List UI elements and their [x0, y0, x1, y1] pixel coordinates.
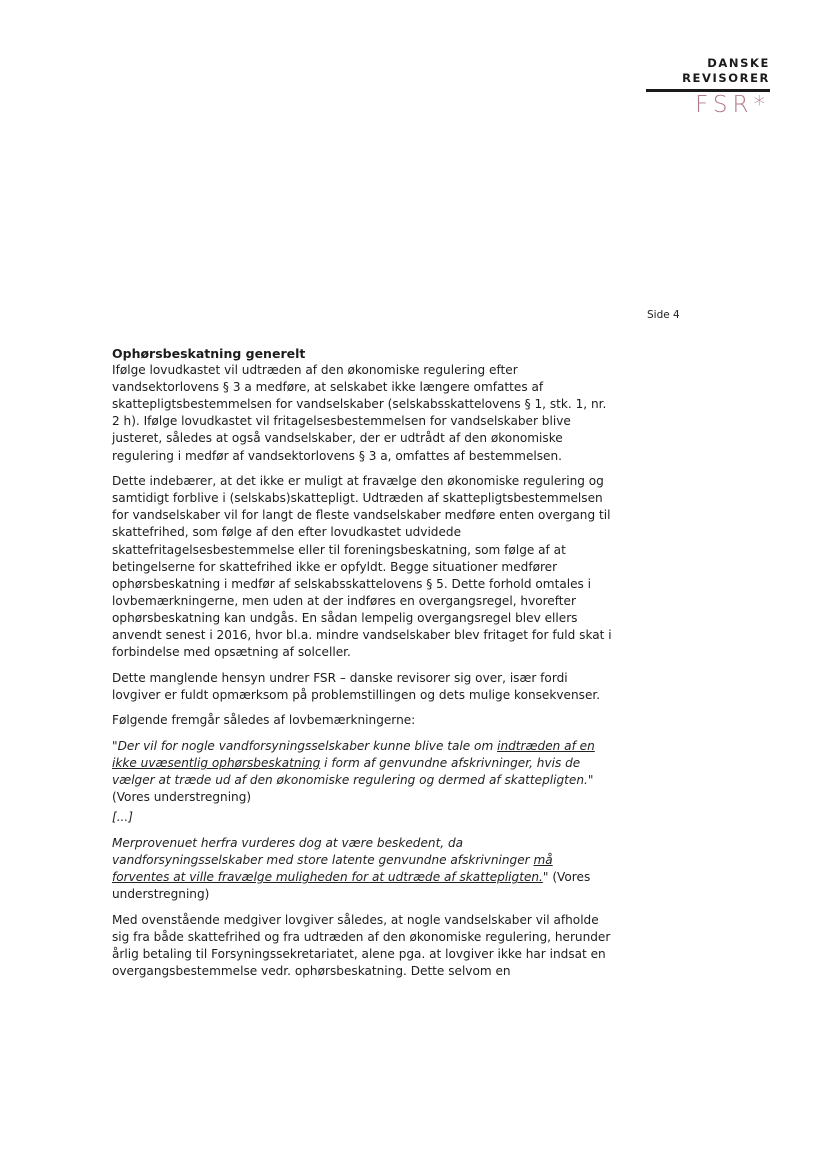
quote-2-tail: ": [542, 870, 549, 885]
fsr-logo: [640, 56, 776, 126]
document-body: [112, 345, 612, 989]
quote-1-text: "Der vil for nogle vandforsyningsselskaber kunne blive tale om: [112, 738, 498, 753]
quote-2-text: Merprovenuet herfra vurderes dog at være beskedent, da vandforsyningsselskaber med store latente genvundne afskrivninger: [112, 835, 534, 868]
quote-1-note: (Vores understregning): [112, 790, 252, 805]
quote-block-1: [112, 738, 612, 806]
quote-2-note: (Vores understregning): [112, 870, 591, 902]
paragraph-2: Dette indebærer, at det ikke er muligt at fravælge den økonomiske regulering og samtidigt forblive i (selskabs)skattepligt. Udtræden af skattepligtsbestemmelsen for vandselskaber vil for langt de fleste vandselskaber medføre enten overgang til skattefrihed, som følge af den efter lovudkastet udvidede skattefritagelsesbestemmelse eller til foreningsbeskatning, som følge af at betingelserne for skattefrihed ikke er opfyldt. Begge situationer medfører ophørsbeskatning i medfør af selskabsskattelovens § 5. Dette forhold omtales i lovbemærkningerne, men uden at der indføres en overgangsregel, hvorefter ophørsbeskatning kan undgås. En sådan lempelig overgangsregel blev ellers anvendt senest i 2016, hvor bl.a. mindre vandselskaber blev fritaget for fuld skat i forbindelse med opsætning af solceller.: [112, 474, 612, 660]
logo-line-danske: DANSKE: [707, 56, 770, 70]
quote-2-underlined: må forventes at ville fravælge muligheden for at udtræde af skattepligten.: [112, 853, 553, 885]
closing-paragraph: Med ovenstående medgiver lovgiver således, at nogle vandselskaber vil afholde sig fra både skattefrihed og fra udtræden af den økonomiske regulering, herunder årlig betaling til Forsyningssekretariatet, alene pga. at lovgiver ikke har indsat en overgangsbestemmelse vedr. ophørsbeskatning. Dette selvom en: [112, 912, 611, 979]
page-number: Side 4: [647, 309, 680, 321]
quote-1-tail: i form af genvundne afskrivninger, hvis de vælger at træde ud af den økonomiske regulering og dermed af skattepligten.": [112, 756, 594, 788]
paragraph-1: Ifølge lovudkastet vil udtræden af den økonomiske regulering efter vandsektorlovens § 3 a medføre, at selskabet ikke længere omfattes af skattepligtsbestemmelsen for vandselskaber (selskabsskattelovens § 1, stk. 1, nr. 2 h). Ifølge lovudkastet vil fritagelsesbestemmelsen for vandselskaber blive justeret, således at også vandselskaber, der er udtrådt af den økonomiske regulering i medfør af vandsektorlovens § 3 a, omfattes af bestemmelsen.: [112, 363, 607, 463]
quote-block-2: [112, 835, 612, 903]
ellipsis: [...]: [112, 810, 133, 825]
section-heading: Ophørsbeskatning generelt: [112, 346, 306, 361]
logo-fsr-mark: FSR*: [695, 92, 770, 118]
paragraph-3: Dette manglende hensyn undrer FSR – danske revisorer sig over, især fordi lovgiver er fuldt opmærksom på problemstillingen og dets mulige konsekvenser.: [112, 670, 601, 702]
paragraph-4: Følgende fremgår således af lovbemærkningerne:: [112, 713, 416, 728]
logo-line-revisorer: REVISORER: [682, 71, 770, 85]
quote-1-underlined: indtræden af en ikke uvæsentlig ophørsbeskatning: [112, 738, 595, 771]
